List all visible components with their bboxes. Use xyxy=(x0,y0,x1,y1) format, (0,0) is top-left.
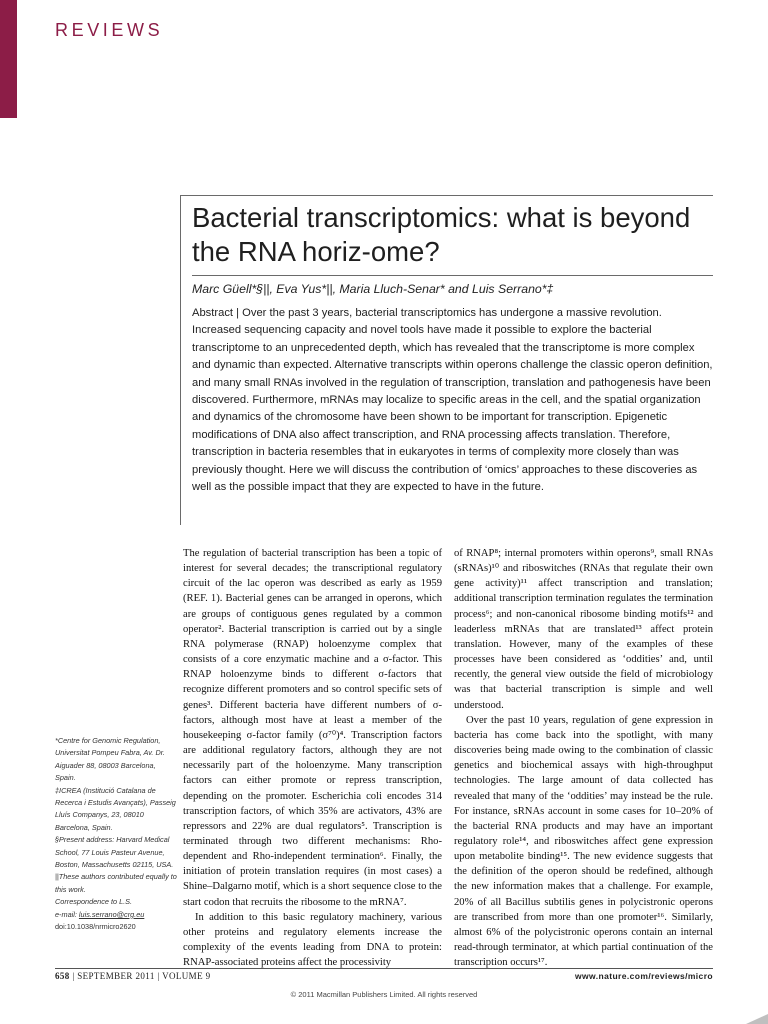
equal-contribution-note: ||These authors contributed equally to this work. xyxy=(55,872,177,894)
copyright-notice: © 2011 Macmillan Publishers Limited. All rights reserved xyxy=(290,990,478,999)
journal-url[interactable]: www.nature.com/reviews/micro xyxy=(575,971,713,981)
author-list: Marc Güell*§||, Eva Yus*||, Maria Lluch-Senar* and Luis Serrano*‡ xyxy=(192,282,554,296)
section-label: REVIEWS xyxy=(55,20,164,40)
email-line xyxy=(55,909,177,921)
body-paragraph: The regulation of bacterial transcription has been a topic of interest for several decades; the transcriptional regulatory circuit of the lac operon was described as early as 1959 (REF. 1). Bacterial genes can be arranged in operons, which are groups of contiguous genes regulated by a common operator². Bacterial transcription is carried out by a single RNA polymerase (RNAP) holoenzyme complex that consists of a core enzymatic machine and a σ-factor. This RNAP holoenzyme binds to different σ-factors that recognize different promoters and so control specific sets of genes³. Different bacteria have different numbers of σ-factors, although most have at least a member of the housekeeping σ-factor family (σ⁷⁰)⁴. Transcription factors are additional regulatory factors, although they are not necessarily part of the holoenzyme. Many transcription factors can either promote or repress transcription, depending on the promoter. Escherichia coli encodes 314 transcription factors, of which 35% are activators, 43% are repressors and 22% are dual regulators⁵. Transcription is terminated through two different mechanisms: Rho-dependent and Rho-independent termination⁶. Finally, the initiation of protein translation requires (in most cases) a Shine–Dalgarno motif, which is a short sequence close to the start codon that recruits the ribosome to the mRNA⁷. xyxy=(183,548,442,908)
footer-rule xyxy=(55,968,713,969)
body-column-right xyxy=(454,546,713,970)
page-number: 658 xyxy=(55,971,70,981)
correspondence-note: Correspondence to L.S. xyxy=(55,897,133,907)
title-side-rule xyxy=(180,195,181,525)
body-paragraph: Over the past 10 years, regulation of gene expression in bacteria has come back into the spotlight, with many discoveries being made owing to the combination of classic genetics and biochemical assays with high-throughput technologies. The large amount of data collected has revealed that many of the ‘oddities’ may instead be the rule. For instance, sRNAs account in some cases for 10–20% of the bacterial RNA products and may have an important regulatory role¹⁴, and riboswitches affect gene expression upon metabolite binding¹⁵. The new evidence suggests that the definition of the operon should be redefined, although the new information makes that a challenge. For example, 20% of all Bacillus subtilis genes in polycistronic operons are transcribed from more than one promoter¹⁶. Similarly, almost 6% of the polycistronic operons contain an internal read-through terminator, at which partial continuation of the transcription occurs¹⁷. xyxy=(454,714,713,969)
affiliation: *Centre for Genomic Regulation, Universitat Pompeu Fabra, Av. Dr. Aiguader 88, 08003 Barcelona, Spain. xyxy=(55,736,165,783)
issue-info: | SEPTEMBER 2011 | VOLUME 9 xyxy=(69,971,211,981)
section-color-bar xyxy=(0,0,17,118)
body-column-left xyxy=(183,546,442,970)
affiliation: ‡ICREA (Institució Catalana de Recerca i Estudis Avançats), Passeig Lluís Companys, 23, 08010 Barcelona, Spain. xyxy=(55,785,176,832)
body-paragraph: of RNAP⁸; internal promoters within operons⁹, small RNAs (sRNAs)¹⁰ and riboswitches (RNAs that regulate their own gene activity)¹¹ affect transcription and translation; additional transcription termination regulates the termination process⁶; and non-canonical ribosome binding motifs¹² and leaderless mRNAs that are translated¹³ affect protein translation. However, many of the examples of these processes have been considered as ‘oddities’ and, until recently, the general view outside the field of microbiology was that bacterial transcription is simple and well understood. xyxy=(454,548,713,711)
email-link[interactable]: luis.serrano@crg.eu xyxy=(78,909,145,919)
title-top-rule xyxy=(180,195,713,196)
abstract: Abstract | Over the past 3 years, bacterial transcriptomics has undergone a massive revolution. Increased sequencing capacity and novel tools have made it possible to explore the bacterial transcriptome to an unprecedented depth, which has revealed that the transcriptome is more complex and dynamic than expected. Alternative transcripts within operons challenge the classic operon definition, and many small RNAs involved in the regulation of transcription, translation and pathogenesis have been discovered. Furthermore, mRNAs may localize to specific areas in the cell, and the spatial organization and dynamics of the chromosome have been shown to be important for transcription. Epigenetic modifications of DNA also affect transcription, and RNA processing affects translation. Therefore, transcription in bacteria resembles that in eukaryotes in terms of complexity more closely than was previously thought. Here we will discuss the contribution of ‘omics’ approaches to these discoveries as well as the possible impact that they are expected to have in the future. xyxy=(192,307,713,494)
authors-rule xyxy=(192,275,713,276)
body-paragraph: In addition to this basic regulatory machinery, various other proteins and regulatory elements increase the complexity of the events leading from DNA to protein: RNAP-associated proteins affect the processivity xyxy=(183,911,442,969)
affiliation: §Present address: Harvard Medical School, 77 Louis Pasteur Avenue, Boston, Massachusetts 02115, USA. xyxy=(55,835,174,870)
page-corner-decoration xyxy=(746,1014,768,1024)
email-label: e-mail: xyxy=(55,909,79,919)
article-title: Bacterial transcriptomics: what is beyond the RNA horiz-ome? xyxy=(192,202,691,267)
footer-issue-info xyxy=(55,971,211,981)
doi: doi:10.1038/nrmicro2620 xyxy=(55,922,136,932)
affiliations-sidebar xyxy=(55,735,177,934)
